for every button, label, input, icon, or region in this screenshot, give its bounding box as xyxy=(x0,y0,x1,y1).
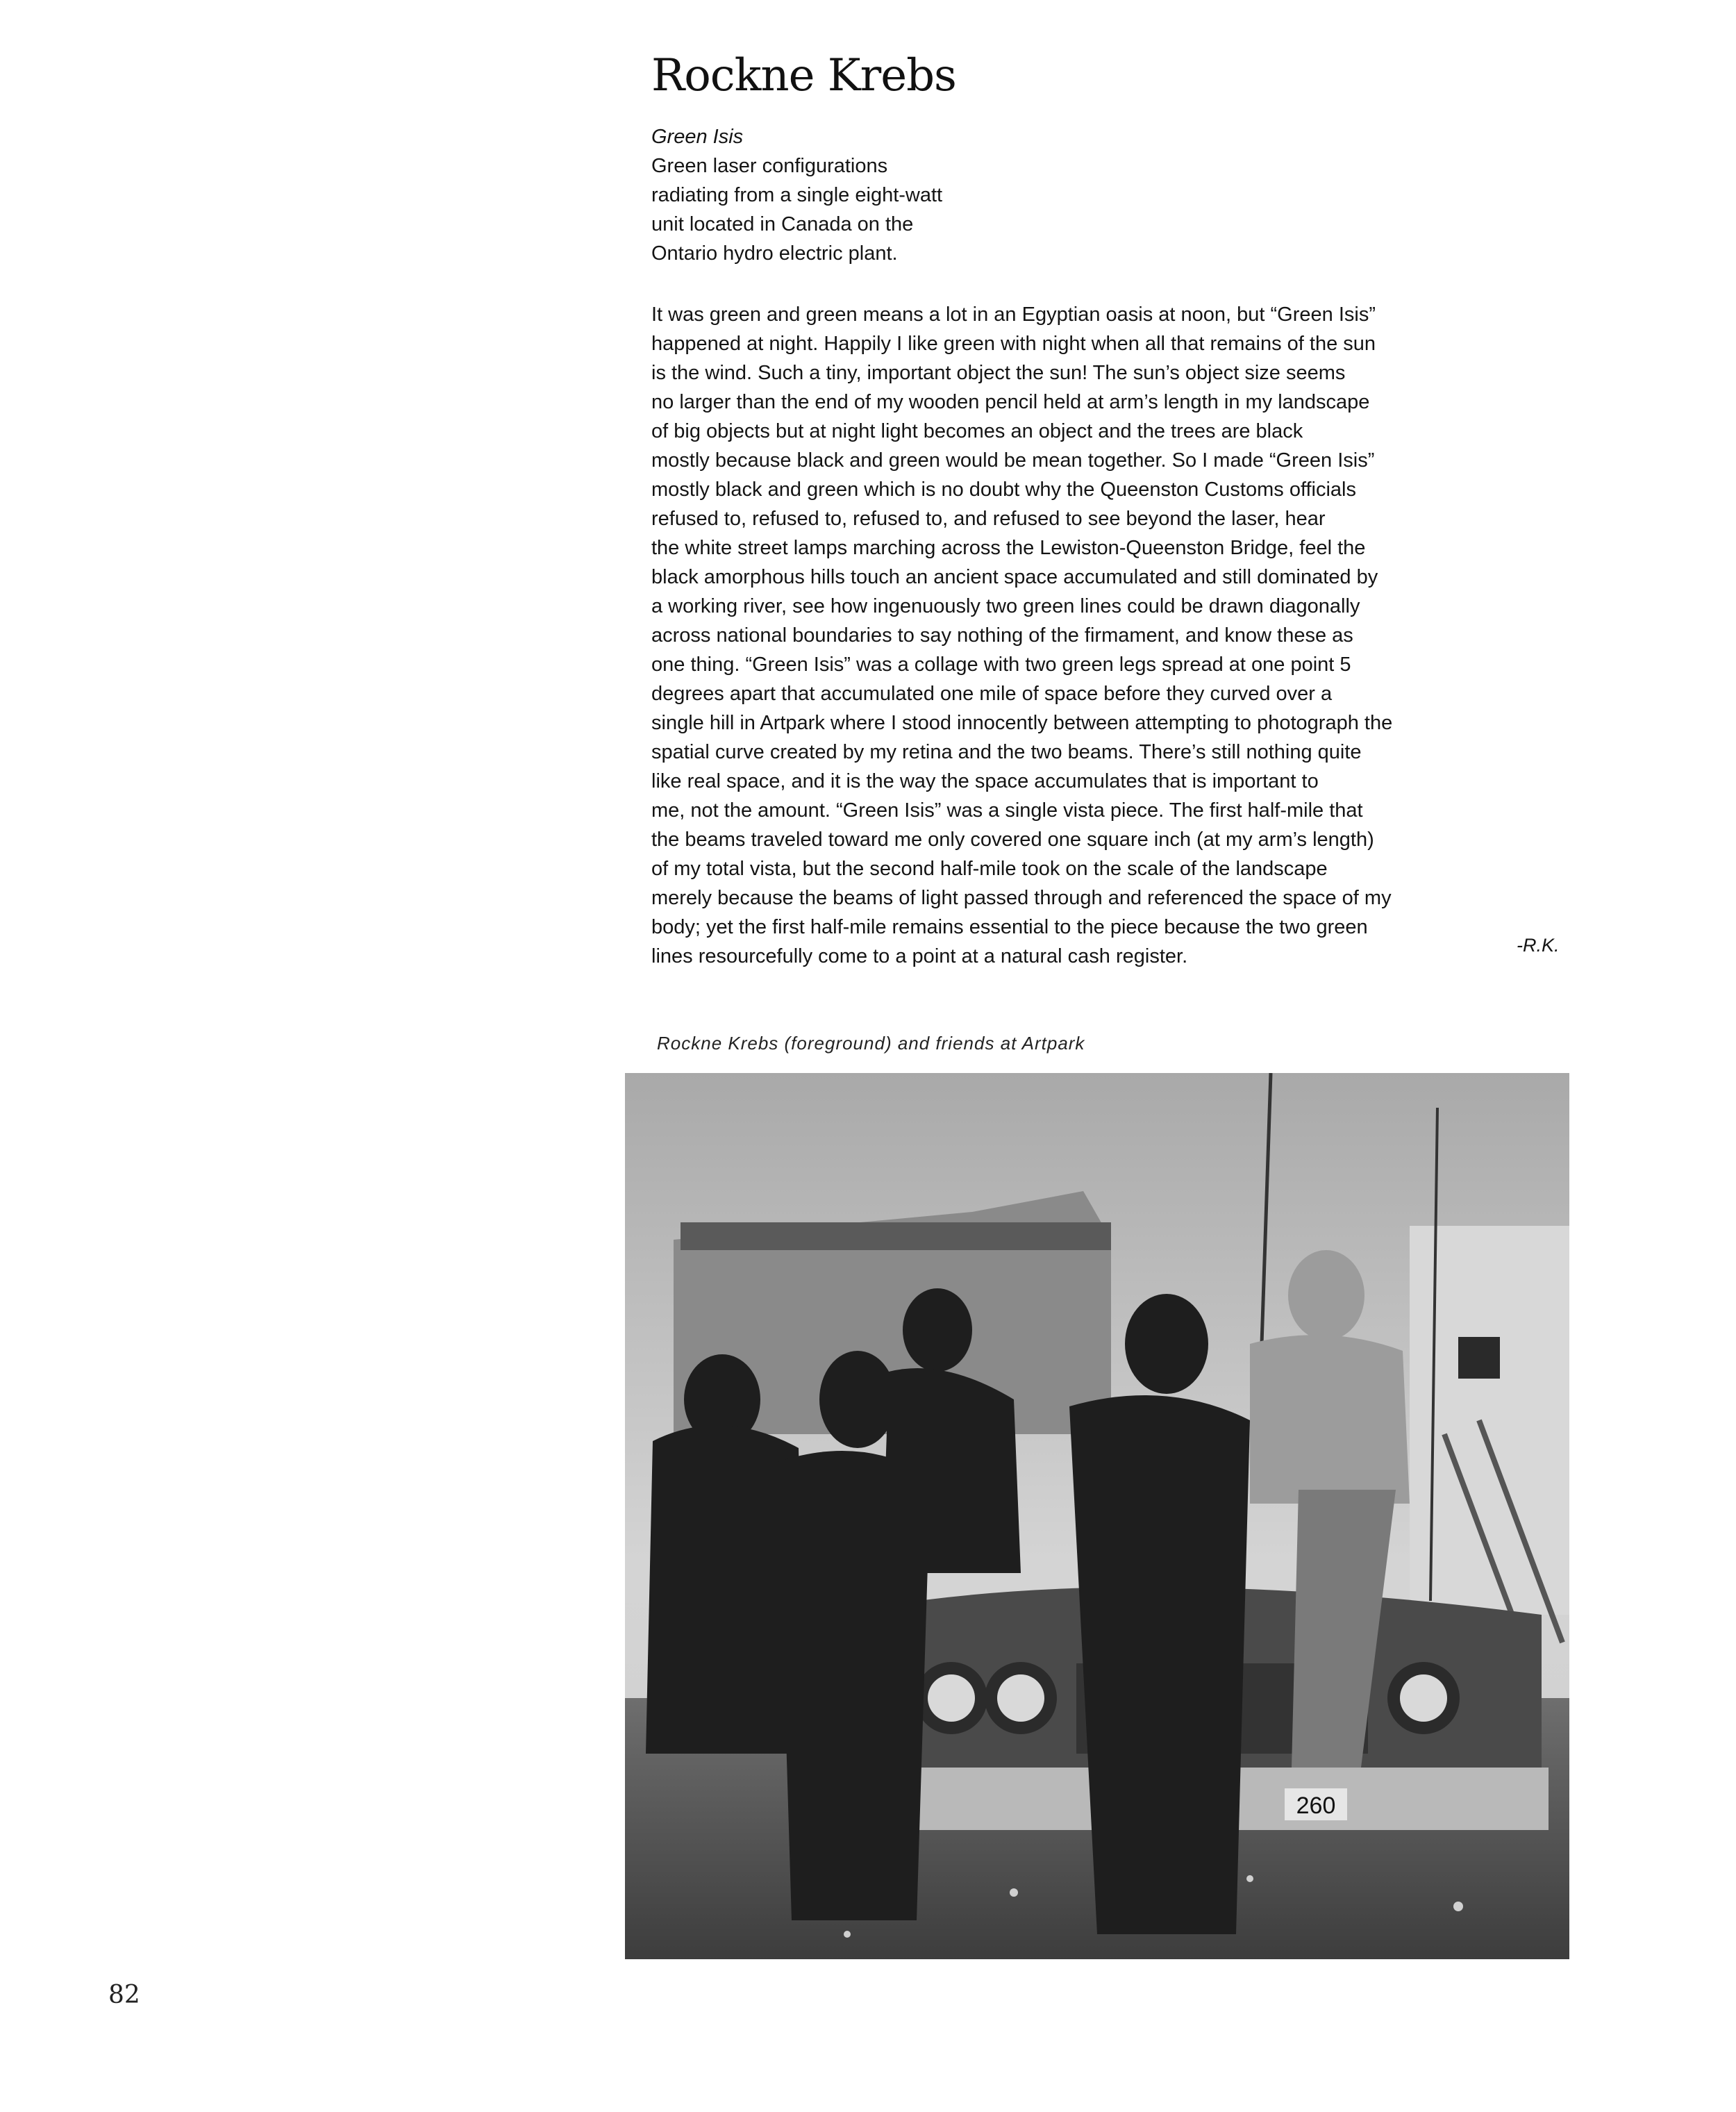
statement-line: refused to, refused to, refused to, and refused to see beyond the laser, hear xyxy=(651,508,1326,530)
statement-line: like real space, and it is the way the space accumulates that is important to xyxy=(651,770,1319,792)
work-description-line: Ontario hydro electric plant. xyxy=(651,242,898,265)
statement-line: single hill in Artpark where I stood innocently between attempting to photograph the xyxy=(651,712,1393,734)
statement-line: one thing. “Green Isis” was a collage with two green legs spread at one point 5 xyxy=(651,654,1351,676)
statement-line: a working river, see how ingenuously two green lines could be drawn diagonally xyxy=(651,595,1360,617)
work-description-line: unit located in Canada on the xyxy=(651,213,914,235)
statement-line: across national boundaries to say nothing of the firmament, and know these as xyxy=(651,624,1353,647)
artist-statement xyxy=(651,300,1568,971)
work-title: Green Isis xyxy=(651,126,744,148)
artpark-photo xyxy=(625,1073,1569,1959)
page-number: 82 xyxy=(108,1981,140,2009)
statement-line: merely because the beams of light passed through and referenced the space of my xyxy=(651,887,1392,909)
photo-caption: Rockne Krebs (foreground) and friends at Artpark xyxy=(657,1033,1085,1054)
work-description-line: Green laser configurations xyxy=(651,155,888,177)
statement-line: mostly black and green which is no doubt why the Queenston Customs officials xyxy=(651,479,1356,501)
statement-line: of my total vista, but the second half-mile took on the scale of the landscape xyxy=(651,858,1328,880)
statement-line: black amorphous hills touch an ancient space accumulated and still dominated by xyxy=(651,566,1378,588)
statement-line: the beams traveled toward me only covered one square inch (at my arm’s length) xyxy=(651,829,1374,851)
statement-line: mostly because black and green would be mean together. So I made “Green Isis” xyxy=(651,449,1375,472)
work-info xyxy=(651,122,1276,268)
work-description-line: radiating from a single eight-watt xyxy=(651,184,943,206)
statement-line: body; yet the first half-mile remains essential to the piece because the two green xyxy=(651,916,1368,938)
statement-line: lines resourcefully come to a point at a natural cash register. xyxy=(651,945,1188,967)
statement-line: degrees apart that accumulated one mile of space before they curved over a xyxy=(651,683,1333,705)
statement-line: no larger than the end of my wooden pencil held at arm’s length in my landscape xyxy=(651,391,1370,413)
statement-line: the white street lamps marching across the Lewiston-Queenston Bridge, feel the xyxy=(651,537,1366,559)
statement-line: spatial curve created by my retina and the two beams. There’s still nothing quite xyxy=(651,741,1362,763)
statement-line: me, not the amount. “Green Isis” was a single vista piece. The first half-mile that xyxy=(651,799,1363,822)
statement-line: is the wind. Such a tiny, important object the sun! The sun’s object size seems xyxy=(651,362,1346,384)
page-title: Rockne Krebs xyxy=(651,50,956,101)
plate-text: 260 xyxy=(1296,1793,1336,1819)
statement-signature: -R.K. xyxy=(1517,935,1560,956)
statement-line: of big objects but at night light becomes an object and the trees are black xyxy=(651,420,1303,442)
statement-line: happened at night. Happily I like green with night when all that remains of the sun xyxy=(651,333,1376,355)
statement-line: It was green and green means a lot in an Egyptian oasis at noon, but “Green Isis” xyxy=(651,304,1376,326)
